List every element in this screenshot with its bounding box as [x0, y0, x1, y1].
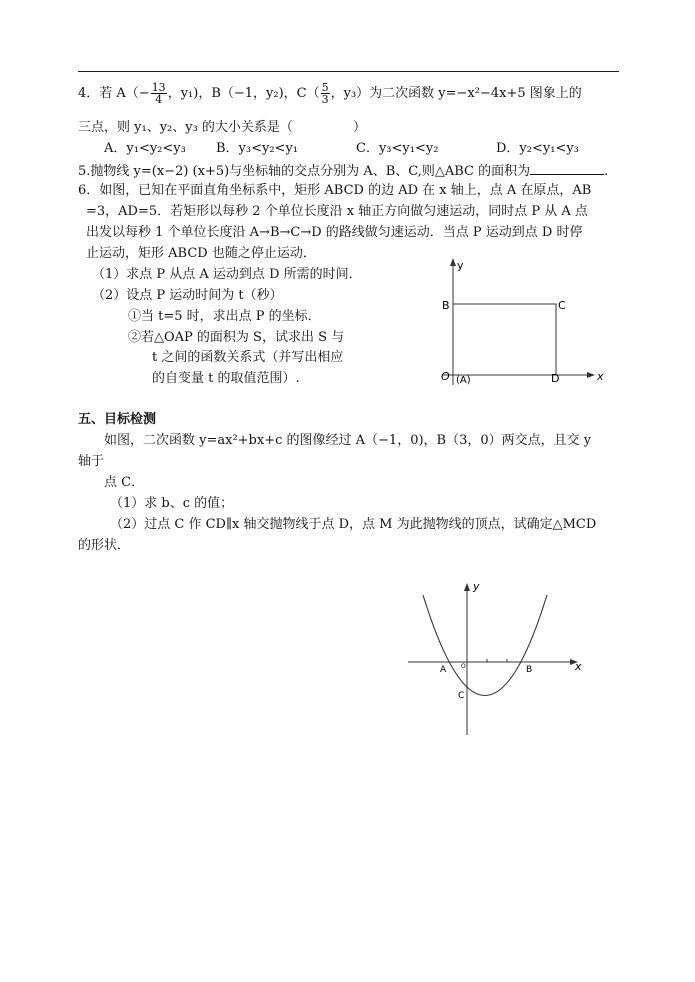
q6-sub2b-line2: t 之间的函数关系式（并写出相应	[152, 350, 344, 365]
q4-option-b: B．y₃<y₂<y₁	[216, 141, 299, 156]
q6-sub2b-line1: ②若△OAP 的面积为 S，试求出 S 与	[128, 330, 345, 345]
q4-option-c: C．y₃<y₁<y₂	[356, 141, 439, 156]
parabola-y-arrow-icon	[464, 583, 470, 591]
q6-line4: 止运动，矩形 ABCD 也随之停止运动．	[86, 246, 316, 261]
parabola-figure	[405, 580, 590, 740]
q6-label-d: D	[551, 372, 560, 385]
section5-sub2: （2）过点 C 作 CD∥x 轴交抛物线于点 D，点 M 为此抛物线的顶点，试确定△MCD	[110, 517, 597, 532]
parabola-label-a: A	[440, 665, 447, 675]
q4-line1	[78, 82, 582, 105]
section5-line2: 轴于	[78, 454, 105, 469]
q6-label-x: x	[597, 370, 604, 383]
q6-label-b: B	[442, 299, 450, 312]
q4-fraction-a: $\frac{13}{4}$	[151, 81, 166, 106]
q6-x-arrow-icon	[587, 372, 595, 378]
q6-label-o: O	[441, 370, 450, 383]
section5-line1: 如图，二次函数 y=ax²+bx+c 的图像经过 A（−1，0)，B（3，0）两交点，且交 y	[104, 433, 592, 448]
q6-label-c: C	[558, 299, 566, 312]
q6-y-arrow-icon	[450, 258, 456, 266]
parabola-label-y: y	[473, 580, 480, 593]
section5-line3: 点 C．	[104, 475, 145, 490]
q6-label-y: y	[457, 259, 464, 272]
q4-middle: ，y₁)，B（−1，y₂)，C（	[167, 86, 320, 101]
q6-sub2a: ①当 t=5 时，求出点 P 的坐标．	[128, 309, 321, 324]
q5-line: 5.抛物线 y=(x−2) (x+5)与坐标轴的交点分别为 A、B、C,则△ABC 的面积为 .	[78, 164, 609, 179]
q4-fraction-c: $\frac{5}{3}$	[321, 81, 329, 106]
q6-sub2: （2）设点 P 运动时间为 t（秒）	[92, 288, 283, 303]
q5-answer-blank	[530, 162, 604, 175]
q4-option-d: D．y₂<y₁<y₃	[496, 141, 579, 156]
parabola-label-x: x	[575, 660, 582, 673]
parabola-label-c: C	[458, 691, 465, 701]
q4-suffix: ，y₃）为二次函数 y=−x²−4x+5 图象上的	[330, 86, 582, 101]
section5-sub1: （1）求 b、c 的值；	[110, 496, 234, 511]
q4-line2: 三点，则 y₁、y₂、y₃ 的大小关系是（ ）	[78, 120, 366, 135]
q4-prefix: 4．若 A（−	[78, 86, 150, 101]
q6-line3: 出发以每秒 1 个单位长度沿 A→B→C→D 的路线做匀速运动．当点 P 运动到点 D 时停	[86, 225, 583, 240]
q6-rectangle-figure	[425, 255, 615, 390]
q6-rectangle-sides	[453, 304, 556, 375]
section5-line6: 的形状．	[78, 538, 131, 553]
q6-sub1: （1）求点 P 从点 A 运动到点 D 所需的时间．	[92, 267, 362, 282]
q6-line1: 6．如图，已知在平面直角坐标系中，矩形 ABCD 的边 AD 在 x 轴上，点 A 在原点，AB	[78, 183, 592, 198]
q6-label-a: (A)	[456, 375, 471, 386]
header-rule	[78, 71, 619, 72]
parabola-curve	[423, 595, 547, 696]
q4-option-a: A．y₁<y₂<y₃	[104, 141, 186, 156]
parabola-label-b: B	[526, 665, 533, 675]
section5-heading: 五、目标检测	[78, 412, 157, 427]
q6-sub2b-line3: 的自变量 t 的取值范围）.	[152, 371, 300, 386]
q6-line2: =3，AD=5．若矩形以每秒 2 个单位长度沿 x 轴正方向做匀速运动，同时点 P 从 A 点	[86, 204, 588, 219]
parabola-label-o: O	[461, 663, 466, 670]
